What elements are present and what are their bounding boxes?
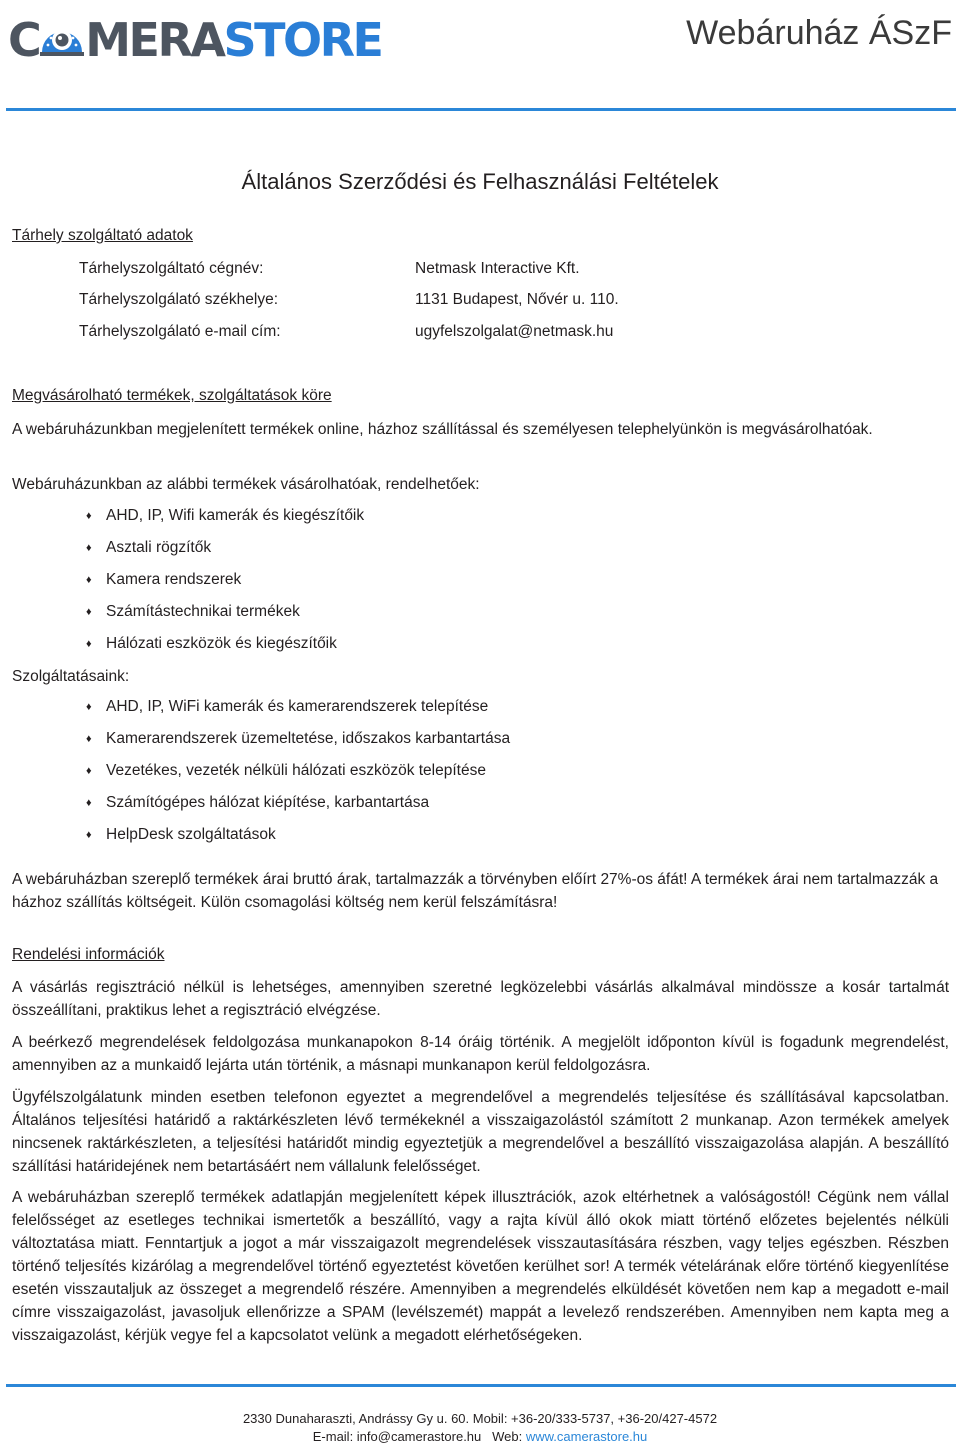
products-heading: Megvásárolható termékek, szolgáltatások köre [12,387,332,404]
list-item: ♦ Vezetékes, vezeték nélküli hálózati eszközök telepítése [86,760,510,792]
footer-web-label: Web: [492,1429,523,1444]
footer-email: E-mail: info@camerastore.hu [312,1429,482,1444]
page-header [0,0,960,112]
services-list [86,696,510,856]
diamond-bullet-icon: ♦ [86,701,92,713]
diamond-bullet-icon: ♦ [86,638,92,650]
products-intro: A webáruházunkban megjelenített termékek online, házhoz szállítással és személyesen telephelyünkön is megvásárolhatóak. [12,421,873,438]
orders-paragraph-1: A vásárlás regisztráció nélkül is lehetséges, amennyiben szeretné legközelebbi vásárlás alkalmával mindössze a kosár tartalmát összeállítani, praktikus lehet a regisztráció elvégzése. [12,979,949,1019]
logo-text-mera: MERA [85,13,224,67]
orders-paragraph-3: Ügyfélszolgálatunk minden esetben telefonon egyeztet a megrendelővel a megrendelés teljesítése és szállításával kapcsolatban. Általános teljesítési határidő a raktárkészleten lévő termékeknél a visszaigazolástól számított 2 munkanap. Azon termékek amelyek nincsenek raktárkészleten, a teljesítési határidőt mindig egyeztetjük a megrendelővel a beszállító visszaigazolása alapján. A beszállító szállítási határidejének nem betartásáért nem vállalunk felelősséget. [12,1089,949,1175]
product-list [86,505,364,665]
camera-dome-icon [40,18,84,58]
price-note: A webáruházban szereplő termékek árai bruttó árak, tartalmazzák a törvényben előírt 27%-os áfát! A termékek árai nem tartalmazzák a házhoz szállítás költségeit. Külön csomagolási költség nem kerül felszámításra! [12,871,939,911]
footer-web-link[interactable]: www.camerastore.hu [525,1429,648,1444]
logo-text-store: STORE [223,13,382,67]
diamond-bullet-icon: ♦ [86,829,92,841]
list-item: ♦ Számítógépes hálózat kiépítése, karbantartása [86,792,510,824]
hosting-heading: Tárhely szolgáltató adatok [12,227,193,244]
list-item: ♦ Kamerarendszerek üzemeltetése, időszakos karbantartása [86,728,510,760]
camerastore-logo [8,6,382,68]
footer-divider [6,1384,956,1387]
products-list-intro: Webáruházunkban az alábbi termékek vásárolhatóak, rendelhetőek: [12,476,480,493]
list-item: ♦ AHD, IP, Wifi kamerák és kiegészítőik [86,505,364,537]
list-item: ♦ HelpDesk szolgáltatások [86,824,510,856]
diamond-bullet-icon: ♦ [86,606,92,618]
diamond-bullet-icon: ♦ [86,733,92,745]
hosting-address-value: 1131 Budapest, Nővér u. 110. [415,291,619,308]
orders-heading: Rendelési információk [12,946,165,963]
hosting-address-label: Tárhelyszolgálató székhelye: [79,291,279,308]
diamond-bullet-icon: ♦ [86,574,92,586]
diamond-bullet-icon: ♦ [86,765,92,777]
footer-contact [0,1429,960,1444]
orders-paragraph-2: A beérkező megrendelések feldolgozása munkanapokon 8-14 óráig történik. A megjelölt időponton kívül is fogadunk megrendelést, amennyiben az a munkaidő lejárta után történik, a másnapi munkanapon kerül feldolgozásra. [12,1034,949,1074]
list-item: ♦ Hálózati eszközök és kiegészítőik [86,633,364,665]
hosting-email-value: ugyfelszolgalat@netmask.hu [415,323,614,340]
hosting-email-label: Tárhelyszolgálató e-mail cím: [79,323,281,340]
page-title: Általános Szerződési és Felhasználási Feltételek [241,168,719,194]
diamond-bullet-icon: ♦ [86,797,92,809]
document-title: Webáruház ÁSzF [686,14,952,52]
list-item: ♦ AHD, IP, WiFi kamerák és kamerarendszerek telepítése [86,696,510,728]
logo-text-c: C [8,13,40,67]
hosting-name-value: Netmask Interactive Kft. [415,260,580,277]
orders-paragraph-4: A webáruházban szereplő termékek adatlapján megjelenített képek illusztrációk, azok eltérhetnek a valóságostól! Cégünk nem vállal felelősséget az esetleges technikai ismertetők a beszállító, vagy a rajta kívül álló okok miatt történő előzetes bejelentés nélküli változtatása miatt. Fenntartjuk a jogot a már visszaigazolt megrendelések visszautasítására részben, vagy teljes egészben. Részben történő teljesítés kizárólag a megrendelővel történő egyeztetést követően kerülhet sor! A termék vételárának előre történő kiegyenlítése esetén visszautaljuk az összeget a megrendelő részére. Amennyiben a megrendelés elküldését követően nem kap a megadott e-mail címre visszaigazolást, javasoljuk ellenőrizze a SPAM (levélszemét) mappát a levelező rendszerében. Amennyiben nem kapta meg a visszaigazolást, kérjük vegye fel a kapcsolatot velünk a megadott elérhetőségeken. [12,1189,949,1344]
header-divider [6,108,956,111]
list-item: ♦ Számítástechnikai termékek [86,601,364,633]
list-item: ♦ Kamera rendszerek [86,569,364,601]
list-item: ♦ Asztali rögzítők [86,537,364,569]
footer-address: 2330 Dunaharaszti, Andrássy Gy u. 60. Mobil: +36-20/333-5737, +36-20/427-4572 [242,1411,718,1426]
hosting-name-label: Tárhelyszolgáltató cégnév: [79,260,264,277]
services-label: Szolgáltatásaink: [12,668,130,685]
diamond-bullet-icon: ♦ [86,510,92,522]
diamond-bullet-icon: ♦ [86,542,92,554]
